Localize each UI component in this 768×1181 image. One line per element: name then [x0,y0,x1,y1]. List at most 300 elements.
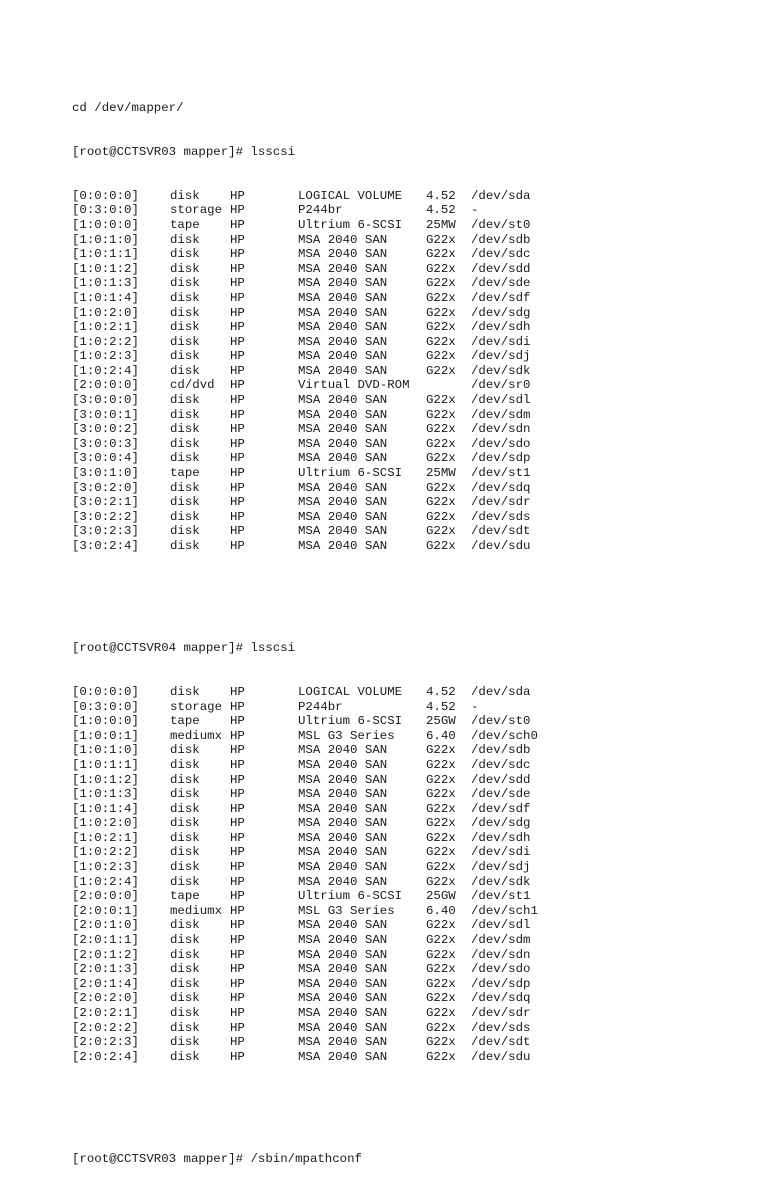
scsi-vendor: HP [230,845,245,860]
scsi-dev: /dev/sdc [471,247,531,262]
scsi-model: MSA 2040 SAN [298,320,388,335]
scsi-model: LOGICAL VOLUME [298,684,403,699]
scsi-addr: [1:0:2:0] [72,305,139,320]
scsi-rev: G22x [426,947,456,962]
scsi-vendor: HP [230,188,245,203]
scsi-dev: /dev/sch1 [471,903,538,918]
scsi-model: MSL G3 Series [298,728,395,743]
scsi-type: disk [170,539,200,553]
scsi-model: LOGICAL VOLUME [298,188,403,203]
scsi-dev: /dev/sdm [471,933,531,948]
scsi-type: disk [170,757,200,772]
scsi-dev: /dev/sdn [471,422,531,437]
scsi-rev: G22x [426,524,456,539]
scsi-model: MSA 2040 SAN [298,772,388,787]
scsi-vendor: HP [230,422,245,437]
scsi-vendor: HP [230,305,245,320]
scsi-addr: [3:0:2:2] [72,509,139,524]
scsi-addr: [1:0:2:1] [72,830,139,845]
scsi-type: disk [170,407,200,422]
scsi-model: Ultrium 6-SCSI [298,714,403,729]
scsi-type: disk [170,363,200,378]
scsi-dev: /dev/sdj [471,349,531,364]
scsi-vendor: HP [230,830,245,845]
scsi-device-row [72,787,531,802]
scsi-addr: [2:0:2:3] [72,1035,139,1050]
scsi-type: disk [170,524,200,539]
scsi-model: MSA 2040 SAN [298,918,388,933]
scsi-dev: /dev/sdl [471,918,531,933]
scsi-vendor: HP [230,349,245,364]
scsi-model: MSA 2040 SAN [298,349,388,364]
scsi-addr: [3:0:2:1] [72,495,139,510]
scsi-rev: G22x [426,845,456,860]
scsi-vendor: HP [230,232,245,247]
scsi-model: MSA 2040 SAN [298,363,388,378]
scsi-vendor: HP [230,539,245,553]
scsi-vendor: HP [230,801,245,816]
scsi-addr: [1:0:2:3] [72,860,139,875]
scsi-device-row [72,962,531,977]
scsi-rev: G22x [426,247,456,262]
scsi-vendor: HP [230,320,245,335]
scsi-type: mediumx [170,903,223,918]
scsi-dev: /dev/sdb [471,232,531,247]
scsi-vendor: HP [230,261,245,276]
scsi-type: tape [170,889,200,904]
scsi-vendor: HP [230,787,245,802]
scsi-type: disk [170,976,200,991]
scsi-dev: /dev/sdq [471,480,531,495]
scsi-type: disk [170,290,200,305]
scsi-model: Ultrium 6-SCSI [298,889,403,904]
scsi-addr: [2:0:1:2] [72,947,139,962]
scsi-vendor: HP [230,903,245,918]
scsi-rev: G22x [426,860,456,875]
scsi-vendor: HP [230,874,245,889]
scsi-addr: [0:3:0:0] [72,699,139,714]
scsi-addr: [3:0:2:0] [72,480,139,495]
scsi-dev: /dev/sdr [471,495,531,510]
scsi-vendor: HP [230,1035,245,1050]
scsi-vendor: HP [230,495,245,510]
scsi-model: MSA 2040 SAN [298,495,388,510]
scsi-device-row [72,1035,531,1050]
scsi-model: MSA 2040 SAN [298,480,388,495]
scsi-addr: [2:0:0:0] [72,889,139,904]
scsi-vendor: HP [230,947,245,962]
scsi-model: MSA 2040 SAN [298,290,388,305]
scsi-vendor: HP [230,976,245,991]
scsi-device-row [72,436,531,452]
scsi-vendor: HP [230,393,245,408]
scsi-vendor: HP [230,816,245,831]
scsi-addr: [1:0:1:4] [72,290,139,305]
scsi-dev: /dev/sdr [471,1006,531,1020]
scsi-dev: /dev/sdf [471,290,531,305]
scsi-dev: /dev/sdh [471,320,531,335]
scsi-model: MSA 2040 SAN [298,757,388,772]
scsi-vendor: HP [230,451,245,466]
scsi-model: MSA 2040 SAN [298,1049,388,1064]
scsi-vendor: HP [230,334,245,349]
scsi-type: tape [170,714,200,729]
scsi-device-row [72,889,531,904]
scsi-device-row [72,728,538,744]
scsi-type: disk [170,933,200,948]
scsi-vendor: HP [230,466,245,481]
scsi-addr: [3:0:0:4] [72,451,139,466]
scsi-rev: 25GW [426,889,456,904]
scsi-rev: 4.52 [426,684,456,699]
scsi-device-row [72,699,479,715]
scsi-model: MSA 2040 SAN [298,422,388,437]
scsi-dev: /dev/sr0 [471,378,531,393]
scsi-type: disk [170,947,200,962]
scsi-rev: G22x [426,1020,456,1035]
scsi-type: disk [170,247,200,262]
spacer [72,1094,362,1123]
scsi-type: disk [170,1006,200,1020]
scsi-rev: G22x [426,830,456,845]
scsi-rev: G22x [426,1006,456,1020]
scsi-addr: [1:0:2:4] [72,363,139,378]
scsi-addr: [2:0:2:0] [72,991,139,1006]
scsi-rev: G22x [426,422,456,437]
scsi-addr: [1:0:0:0] [72,714,139,729]
scsi-model: MSA 2040 SAN [298,524,388,539]
scsi-rev: G22x [426,320,456,335]
scsi-addr: [2:0:1:1] [72,933,139,948]
scsi-vendor: HP [230,772,245,787]
scsi-dev: /dev/sdd [471,261,531,276]
scsi-addr: [2:0:2:4] [72,1049,139,1064]
scsi-type: disk [170,305,200,320]
scsi-type: disk [170,349,200,364]
scsi-type: disk [170,801,200,816]
lsscsi-prompt-svr03: [root@CCTSVR03 mapper]# lsscsi [72,144,296,159]
scsi-addr: [0:0:0:0] [72,684,139,699]
scsi-addr: [1:0:2:4] [72,874,139,889]
scsi-device-row [72,772,531,788]
scsi-model: MSA 2040 SAN [298,305,388,320]
scsi-rev: G22x [426,962,456,977]
scsi-dev: /dev/sdp [471,451,531,466]
scsi-rev: G22x [426,451,456,466]
scsi-dev: /dev/sdp [471,976,531,991]
scsi-device-row [72,451,531,466]
scsi-vendor: HP [230,217,245,232]
scsi-device-row [72,684,531,700]
scsi-vendor: HP [230,363,245,378]
scsi-device-row [72,1020,531,1036]
scsi-addr: [1:0:1:4] [72,801,139,816]
scsi-type: disk [170,772,200,787]
scsi-device-row [72,261,531,277]
scsi-rev: G22x [426,757,456,772]
scsi-type: disk [170,860,200,875]
scsi-device-row [72,495,531,510]
scsi-device-row [72,816,531,831]
scsi-device-row [72,363,531,379]
scsi-type: disk [170,232,200,247]
scsi-model: Ultrium 6-SCSI [298,217,403,232]
scsi-addr: [1:0:1:1] [72,757,139,772]
scsi-type: tape [170,466,200,481]
scsi-rev: G22x [426,743,456,758]
scsi-vendor: HP [230,889,245,904]
scsi-device-row [72,349,531,364]
scsi-device-row [72,480,531,496]
scsi-dev: /dev/st1 [471,889,531,904]
scsi-rev: G22x [426,480,456,495]
scsi-type: disk [170,276,200,291]
scsi-vendor: HP [230,524,245,539]
scsi-vendor: HP [230,378,245,393]
scsi-rev: G22x [426,436,456,451]
scsi-rev: 4.52 [426,188,456,203]
scsi-device-row [72,918,531,933]
scsi-rev: G22x [426,232,456,247]
scsi-device-row [72,305,531,321]
scsi-rev: 6.40 [426,903,456,918]
scsi-addr: [0:3:0:0] [72,203,139,218]
scsi-vendor: HP [230,728,245,743]
scsi-rev: 25MW [426,466,456,481]
scsi-dev: - [471,699,479,714]
scsi-type: disk [170,845,200,860]
scsi-device-row [72,320,531,335]
scsi-model: MSA 2040 SAN [298,845,388,860]
lsscsi-output-svr04 [72,684,538,1064]
scsi-addr: [2:0:0:1] [72,903,139,918]
scsi-device-row [72,743,531,758]
scsi-vendor: HP [230,290,245,305]
scsi-addr: [2:0:0:0] [72,378,139,393]
scsi-type: disk [170,320,200,335]
scsi-device-row [72,290,531,306]
scsi-addr: [1:0:1:0] [72,743,139,758]
scsi-dev: /dev/sdu [471,1049,531,1064]
scsi-device-row [72,203,479,218]
scsi-device-row [72,217,531,233]
scsi-vendor: HP [230,860,245,875]
scsi-vendor: HP [230,757,245,772]
scsi-rev: G22x [426,1035,456,1050]
scsi-dev: /dev/sdf [471,801,531,816]
scsi-dev: /dev/sdg [471,816,531,831]
scsi-device-row [72,801,531,817]
scsi-model: Virtual DVD-ROM [298,378,410,393]
scsi-dev: /dev/sde [471,276,531,291]
scsi-addr: [1:0:1:3] [72,787,139,802]
scsi-addr: [3:0:0:0] [72,393,139,408]
scsi-device-row [72,524,531,539]
scsi-model: MSA 2040 SAN [298,276,388,291]
scsi-model: MSA 2040 SAN [298,407,388,422]
scsi-addr: [1:0:0:0] [72,217,139,232]
scsi-device-row [72,539,531,554]
scsi-addr: [2:0:1:0] [72,918,139,933]
scsi-model: MSA 2040 SAN [298,801,388,816]
scsi-dev: /dev/st1 [471,466,531,481]
scsi-dev: /dev/sds [471,509,531,524]
scsi-vendor: HP [230,933,245,948]
scsi-type: disk [170,451,200,466]
scsi-addr: [1:0:1:2] [72,772,139,787]
scsi-rev: 4.52 [426,699,456,714]
scsi-vendor: HP [230,1020,245,1035]
scsi-device-row [72,1049,531,1065]
lsscsi-output-svr03 [72,188,531,554]
scsi-device-row [72,991,531,1006]
scsi-model: MSA 2040 SAN [298,933,388,948]
scsi-type: disk [170,1020,200,1035]
scsi-device-row [72,393,531,408]
scsi-model: MSL G3 Series [298,903,395,918]
scsi-type: disk [170,480,200,495]
scsi-rev: G22x [426,363,456,378]
scsi-dev: /dev/sdq [471,991,531,1006]
scsi-addr: [3:0:2:3] [72,524,139,539]
scsi-type: disk [170,962,200,977]
scsi-rev: G22x [426,305,456,320]
scsi-type: disk [170,1049,200,1064]
scsi-type: disk [170,830,200,845]
spacer [72,583,362,612]
scsi-device-row [72,947,531,963]
scsi-rev: G22x [426,393,456,408]
scsi-device-row [72,976,531,992]
scsi-model: MSA 2040 SAN [298,1020,388,1035]
scsi-vendor: HP [230,247,245,262]
scsi-device-row [72,407,531,423]
scsi-rev: G22x [426,290,456,305]
scsi-type: disk [170,684,200,699]
scsi-type: disk [170,991,200,1006]
scsi-addr: [1:0:1:1] [72,247,139,262]
scsi-model: P244br [298,203,343,218]
scsi-type: disk [170,436,200,451]
cd-command-line: cd /dev/mapper/ [72,101,184,116]
scsi-dev: /dev/sdk [471,363,531,378]
scsi-dev: /dev/sdt [471,1035,531,1050]
scsi-dev: /dev/sdm [471,407,531,422]
scsi-dev: /dev/sde [471,787,531,802]
scsi-rev: G22x [426,334,456,349]
scsi-addr: [2:0:1:4] [72,976,139,991]
scsi-device-row [72,509,531,525]
scsi-vendor: HP [230,699,245,714]
scsi-model: MSA 2040 SAN [298,976,388,991]
mpathconf-command-line: [root@CCTSVR03 mapper]# /sbin/mpathconf [72,1151,362,1166]
scsi-vendor: HP [230,276,245,291]
scsi-rev: G22x [426,933,456,948]
scsi-vendor: HP [230,407,245,422]
scsi-dev: /dev/sdi [471,334,531,349]
scsi-rev: G22x [426,918,456,933]
scsi-dev: /dev/sdu [471,539,531,553]
scsi-vendor: HP [230,480,245,495]
scsi-type: storage [170,203,223,218]
scsi-dev: /dev/sdk [471,874,531,889]
scsi-model: MSA 2040 SAN [298,509,388,524]
scsi-rev: G22x [426,801,456,816]
scsi-rev: G22x [426,772,456,787]
scsi-vendor: HP [230,918,245,933]
scsi-rev: G22x [426,509,456,524]
scsi-rev: G22x [426,261,456,276]
scsi-type: disk [170,743,200,758]
scsi-dev: /dev/sdl [471,393,531,408]
scsi-type: disk [170,1035,200,1050]
scsi-device-row [72,378,531,393]
scsi-model: Ultrium 6-SCSI [298,466,403,481]
scsi-device-row [72,232,531,248]
scsi-addr: [3:0:0:3] [72,436,139,451]
scsi-rev: G22x [426,276,456,291]
scsi-dev: /dev/sdo [471,436,531,451]
scsi-vendor: HP [230,203,245,218]
scsi-device-row [72,422,531,437]
scsi-model: MSA 2040 SAN [298,393,388,408]
scsi-type: tape [170,217,200,232]
scsi-model: MSA 2040 SAN [298,232,388,247]
scsi-type: disk [170,874,200,889]
scsi-rev: G22x [426,787,456,802]
scsi-device-row [72,714,531,729]
scsi-rev: G22x [426,991,456,1006]
scsi-dev: /dev/st0 [471,217,531,232]
lsscsi-prompt-svr04: [root@CCTSVR04 mapper]# lsscsi [72,641,296,656]
scsi-addr: [1:0:2:2] [72,334,139,349]
scsi-addr: [1:0:2:0] [72,816,139,831]
scsi-model: MSA 2040 SAN [298,947,388,962]
scsi-type: disk [170,422,200,437]
scsi-dev: /dev/sda [471,684,531,699]
scsi-model: MSA 2040 SAN [298,451,388,466]
scsi-vendor: HP [230,991,245,1006]
scsi-type: disk [170,393,200,408]
scsi-dev: /dev/sdn [471,947,531,962]
scsi-vendor: HP [230,436,245,451]
scsi-type: mediumx [170,728,223,743]
scsi-type: disk [170,918,200,933]
scsi-addr: [1:0:0:1] [72,728,139,743]
scsi-rev: G22x [426,349,456,364]
scsi-addr: [1:0:2:3] [72,349,139,364]
scsi-rev: G22x [426,976,456,991]
scsi-device-row [72,466,531,481]
scsi-addr: [2:0:2:1] [72,1006,139,1020]
scsi-dev: - [471,203,479,218]
scsi-device-row [72,247,531,262]
scsi-model: MSA 2040 SAN [298,539,388,553]
scsi-addr: [1:0:1:3] [72,276,139,291]
scsi-device-row [72,276,531,291]
scsi-type: disk [170,188,200,203]
scsi-model: MSA 2040 SAN [298,334,388,349]
scsi-model: MSA 2040 SAN [298,1035,388,1050]
scsi-rev: G22x [426,816,456,831]
scsi-device-row [72,845,531,860]
scsi-addr: [1:0:1:2] [72,261,139,276]
scsi-dev: /dev/sdt [471,524,531,539]
scsi-dev: /dev/sds [471,1020,531,1035]
scsi-addr: [1:0:2:2] [72,845,139,860]
scsi-addr: [1:0:2:1] [72,320,139,335]
scsi-model: P244br [298,699,343,714]
